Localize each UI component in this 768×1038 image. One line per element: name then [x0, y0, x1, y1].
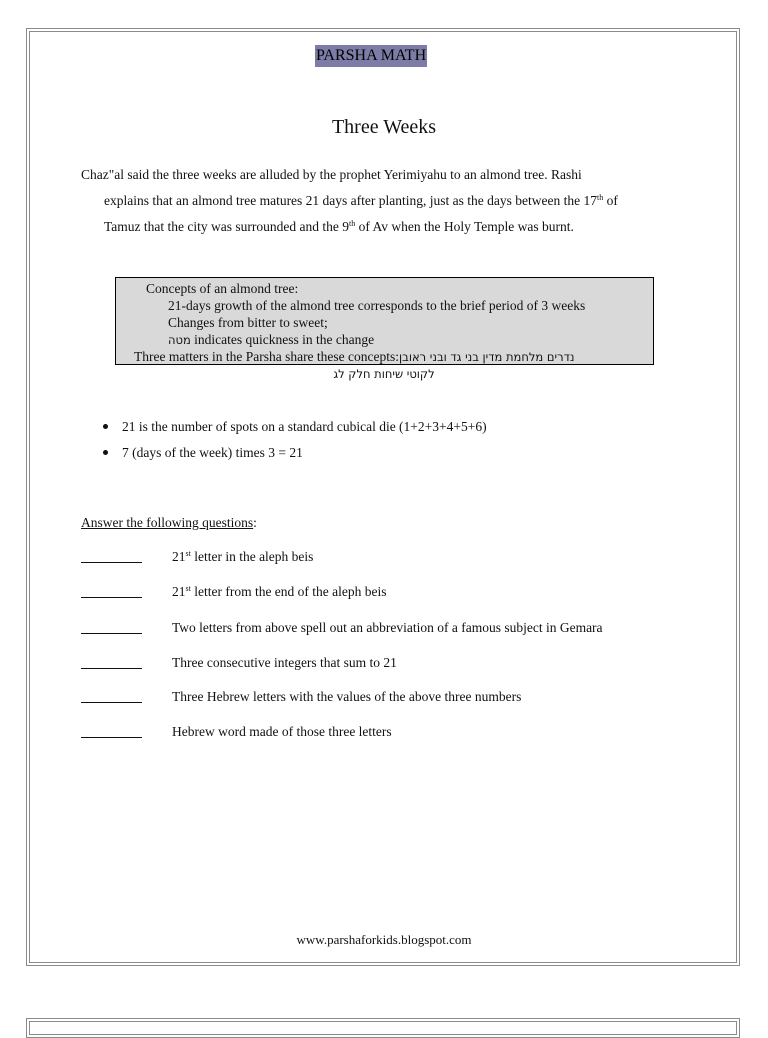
- question-number: 21: [172, 549, 186, 564]
- footer-link[interactable]: www.parshaforkids.blogspot.com: [296, 932, 472, 947]
- answer-blank[interactable]: [81, 737, 142, 738]
- question-number: 21: [172, 584, 186, 599]
- questions-heading-colon: :: [253, 515, 257, 530]
- concepts-heading: Concepts of an almond tree:: [146, 281, 299, 296]
- ordinal-suffix: th: [348, 219, 356, 228]
- question-row: [81, 583, 721, 601]
- question-row: [81, 723, 721, 741]
- questions-heading: [81, 514, 257, 531]
- ordinal-suffix: th: [596, 193, 604, 202]
- intro-line-3-text: Tamuz that the city was surrounded and the 9: [104, 219, 349, 234]
- bullet-icon: [103, 450, 108, 455]
- next-page-border: [26, 1018, 740, 1038]
- parsha-concepts-label: Three matters in the Parsha share these concepts:: [134, 349, 400, 364]
- answer-blank[interactable]: [81, 633, 142, 634]
- intro-line-3: [104, 218, 574, 235]
- list-item: [103, 418, 487, 435]
- answer-blank[interactable]: [81, 702, 142, 703]
- concept-item-growth: 21-days growth of the almond tree corresponds to the brief period of 3 weeks: [168, 298, 586, 313]
- parsha-concepts-line: [134, 348, 574, 366]
- concept-item-quickness: [168, 331, 374, 349]
- question-text: Two letters from above spell out an abbreviation of a famous subject in Gemara: [172, 620, 603, 635]
- worksheet-header: PARSHA MATH: [315, 45, 427, 67]
- question-row: [81, 688, 721, 706]
- list-item-text: 7 (days of the week) times 3 = 21: [122, 445, 303, 460]
- intro-line-3-end: of Av when the Holy Temple was burnt.: [355, 219, 574, 234]
- question-text: Three consecutive integers that sum to 21: [172, 655, 397, 670]
- ordinal-suffix: st: [185, 549, 191, 558]
- question-rest: letter from the end of the aleph beis: [190, 584, 387, 599]
- document-title: Three Weeks: [331, 116, 437, 138]
- list-item: [103, 444, 303, 461]
- intro-line-2: [104, 192, 618, 209]
- question-text: Hebrew word made of those three letters: [172, 724, 392, 739]
- intro-line-2-end: of: [603, 193, 618, 208]
- question-row: [81, 619, 721, 637]
- concept-item-quickness-text: indicates quickness in the change: [190, 332, 375, 347]
- question-row: [81, 654, 721, 672]
- concept-item-bitter-sweet: Changes from bitter to sweet;: [168, 315, 328, 330]
- bullet-icon: [103, 424, 108, 429]
- question-rest: letter in the aleph beis: [190, 549, 314, 564]
- list-item-text: 21 is the number of spots on a standard cubical die (1+2+3+4+5+6): [122, 419, 487, 434]
- concepts-box: [115, 277, 654, 365]
- question-text: [172, 583, 387, 600]
- parsha-hebrew-topics: נדרים מלחמת מדין בני גד ובני ראובן: [399, 350, 575, 364]
- question-row: [81, 548, 721, 566]
- source-citation: לקוטי שיחות חלק לג: [333, 367, 435, 381]
- intro-line-1: Chaz"al said the three weeks are alluded by the prophet Yerimiyahu to an almond tree. Rashi: [81, 167, 582, 182]
- answer-blank[interactable]: [81, 668, 142, 669]
- ordinal-suffix: st: [185, 584, 191, 593]
- question-text: Three Hebrew letters with the values of the above three numbers: [172, 689, 522, 704]
- answer-blank[interactable]: [81, 562, 142, 563]
- intro-line-2-text: explains that an almond tree matures 21 days after planting, just as the days between the 17: [104, 193, 597, 208]
- question-text: [172, 548, 313, 565]
- answer-blank[interactable]: [81, 597, 142, 598]
- hebrew-word: מטה: [168, 333, 191, 347]
- questions-heading-text: Answer the following questions: [81, 515, 254, 530]
